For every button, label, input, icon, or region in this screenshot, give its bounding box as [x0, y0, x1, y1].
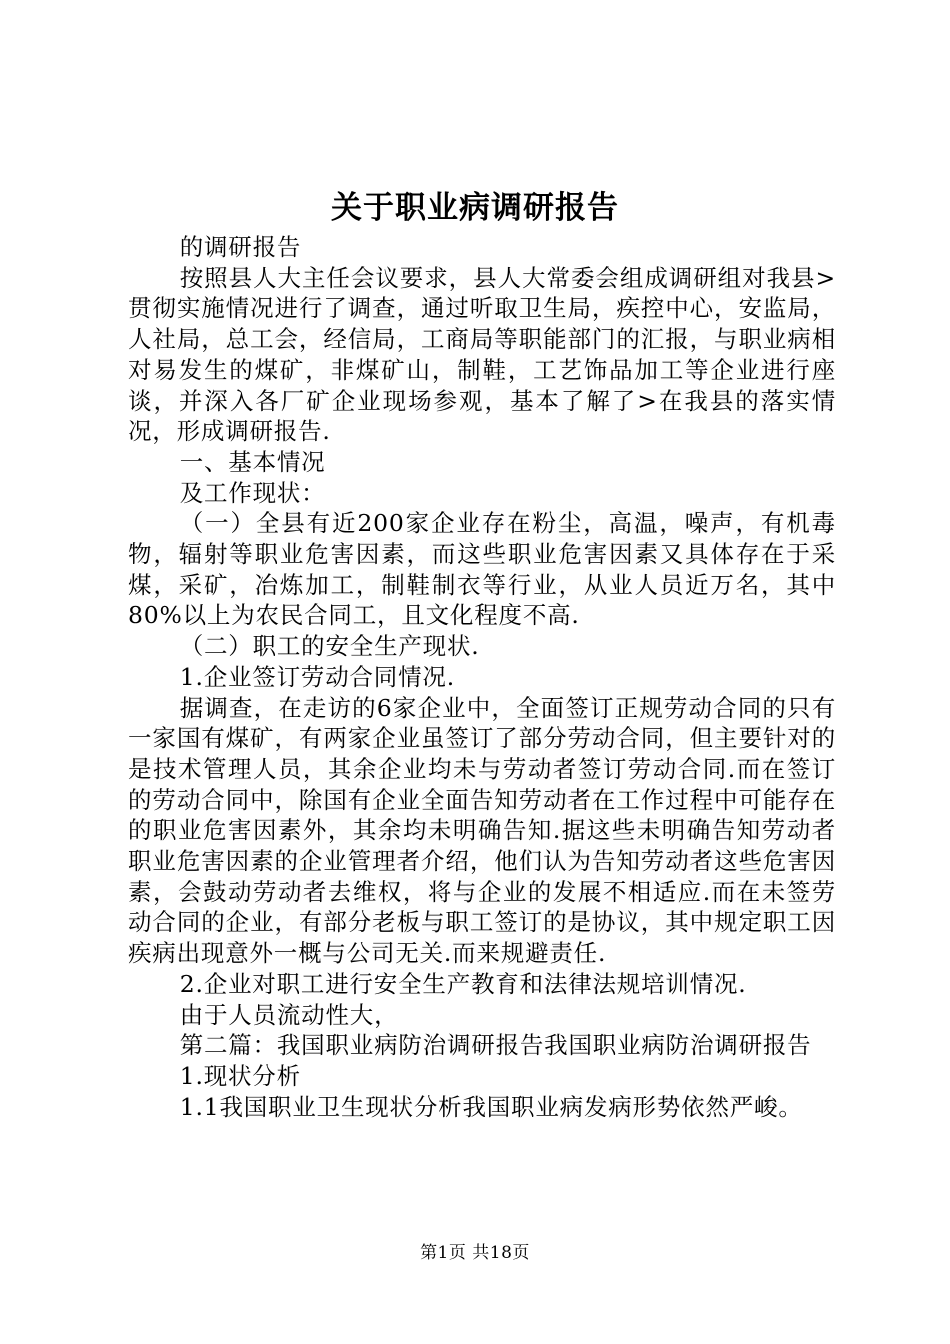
subsection-heading: （二）职工的安全生产现状.: [179, 632, 480, 661]
page-footer: 第1页 共18页: [420, 1243, 530, 1263]
list-item-heading: 2.企业对职工进行安全生产教育和法律法规培训情况.: [179, 969, 747, 998]
section-heading: 1.现状分析: [179, 1061, 301, 1090]
paragraph: 第二篇：我国职业病防治调研报告我国职业病防治调研报告: [179, 1031, 812, 1060]
list-item-heading: 1.企业签订劳动合同情况.: [179, 662, 455, 691]
paragraph: 按照县人大主任会议要求，县人大常委会组成调研组对我县>贯彻实施情况进行了调查，通过听取卫生局，疾控中心，安监局，人社局，总工会，经信局，工商局等职能部门的汇报，与职业病相对易发生的煤矿，非煤矿山，制鞋，工艺饰品加工等企业进行座谈，并深入各厂矿企业现场参观，基本了解了>在我县的落实情况，形成调研报告.: [128, 263, 836, 446]
document-title: 关于职业病调研报告: [331, 190, 619, 226]
paragraph: （一）全县有近200家企业存在粉尘，高温，噪声，有机毒物，辐射等职业危害因素，而这些职业危害因素又具体存在于采煤，采矿，冶炼加工，制鞋制衣等行业，从业人员近万名，其中80%以上为农民合同工，且文化程度不高.: [128, 509, 836, 630]
paragraph: 1.1我国职业卫生现状分析我国职业病发病形势依然严峻。: [179, 1092, 803, 1121]
paragraph: 据调查，在走访的6家企业中，全面签订正规劳动合同的只有一家国有煤矿，有两家企业虽签订了部分劳动合同，但主要针对的是技术管理人员，其余企业均未与劳动者签订劳动合同.而在签订的劳动合同中，除国有企业全面告知劳动者在工作过程中可能存在的职业危害因素外，其余均未明确告知.据这些未明确告知劳动者职业危害因素的企业管理者介绍，他们认为告知劳动者这些危害因素，会鼓动劳动者去维权，将与企业的发展不相适应.而在未签劳动合同的企业，有部分老板与职工签订的是协议，其中规定职工因疾病出现意外一概与公司无关.而来规避责任.: [128, 693, 836, 968]
paragraph: 及工作现状：: [179, 478, 326, 507]
paragraph: 由于人员流动性大，: [179, 1000, 399, 1029]
paragraph: 的调研报告: [179, 233, 302, 261]
section-heading: 一、基本情况: [179, 447, 326, 476]
document-body: [128, 232, 836, 1122]
